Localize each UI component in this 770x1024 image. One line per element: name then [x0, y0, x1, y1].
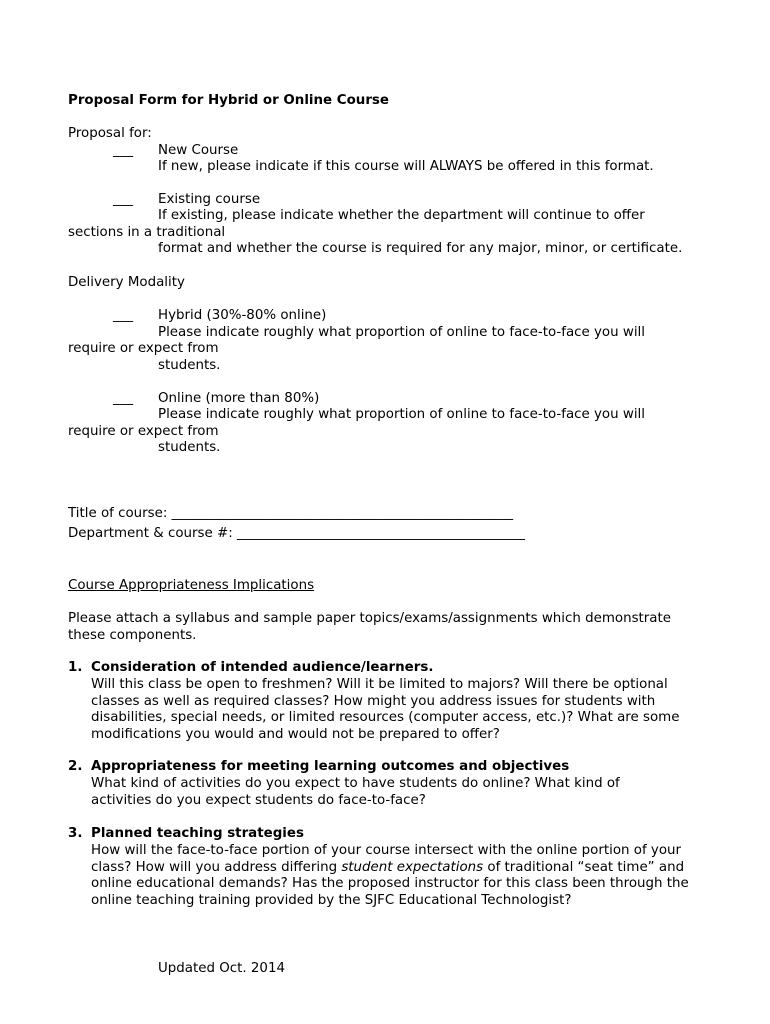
- online-note-2: require or expect from: [68, 424, 219, 439]
- existing-course-note-1: If existing, please indicate whether the department will continue to offer: [158, 208, 645, 223]
- implications-intro: Please attach a syllabus and sample paper topics/exams/assignments which demonstrate these components.: [68, 611, 672, 643]
- existing-course-blank[interactable]: ___: [113, 192, 134, 207]
- department-course-field[interactable]: Department & course #: ___________________________________________: [68, 526, 525, 541]
- title-of-course-field[interactable]: Title of course: ___________________________________________________: [68, 506, 514, 521]
- existing-course-note-3: format and whether the course is required for any major, minor, or certificate.: [158, 241, 683, 256]
- existing-course-note-2: sections in a traditional: [68, 225, 226, 240]
- proposal-for-label: Proposal for:: [68, 126, 152, 141]
- hybrid-note-2: require or expect from: [68, 341, 219, 356]
- online-note-1: Please indicate roughly what proportion of online to face-to-face you will: [158, 407, 645, 422]
- item-3-body-part-1: How will the face-to-face portion of your course intersect with the online portion of your class? How will you address differing: [91, 843, 682, 875]
- new-course-note: If new, please indicate if this course will ALWAYS be offered in this format.: [158, 159, 654, 174]
- implications-heading: Course Appropriateness Implications: [68, 578, 315, 593]
- hybrid-label: Hybrid (30%-80% online): [158, 308, 327, 323]
- item-1-number: 1.: [68, 660, 83, 675]
- online-blank[interactable]: ___: [113, 391, 134, 406]
- item-1-heading: Consideration of intended audience/learners.: [91, 660, 434, 675]
- new-course-blank[interactable]: ___: [113, 143, 134, 158]
- delivery-modality-label: Delivery Modality: [68, 275, 185, 290]
- item-3-number: 3.: [68, 826, 83, 841]
- hybrid-blank[interactable]: ___: [113, 308, 134, 323]
- hybrid-note-3: students.: [158, 358, 221, 373]
- item-2-heading: Appropriateness for meeting learning outcomes and objectives: [91, 759, 570, 774]
- new-course-label: New Course: [158, 143, 239, 158]
- item-2-number: 2.: [68, 759, 83, 774]
- item-2-body: What kind of activities do you expect to have students do online? What kind of activities do you expect students do face-to-face?: [91, 776, 620, 808]
- item-3-body: [91, 843, 711, 909]
- page-title: Proposal Form for Hybrid or Online Course: [68, 93, 389, 108]
- hybrid-note-1: Please indicate roughly what proportion of online to face-to-face you will: [158, 325, 645, 340]
- updated-footer: Updated Oct. 2014: [158, 961, 285, 976]
- existing-course-label: Existing course: [158, 192, 261, 207]
- item-3-heading: Planned teaching strategies: [91, 826, 304, 841]
- item-3-body-italic: student expectations: [341, 859, 484, 875]
- item-3-body-part-2: of traditional “seat time” and online educational demands? Has the proposed instructor for this class been through the online teaching training provided by the SJFC Educational Technologist?: [91, 859, 689, 908]
- online-note-3: students.: [158, 440, 221, 455]
- online-label: Online (more than 80%): [158, 391, 320, 406]
- item-1-body: Will this class be open to freshmen? Will it be limited to majors? Will there be optional classes as well as required classes? How might you address issues for students with disabilities, special needs, or limited resources (computer access, etc.)? What are some modifications you would and would not be prepared to offer?: [91, 677, 680, 742]
